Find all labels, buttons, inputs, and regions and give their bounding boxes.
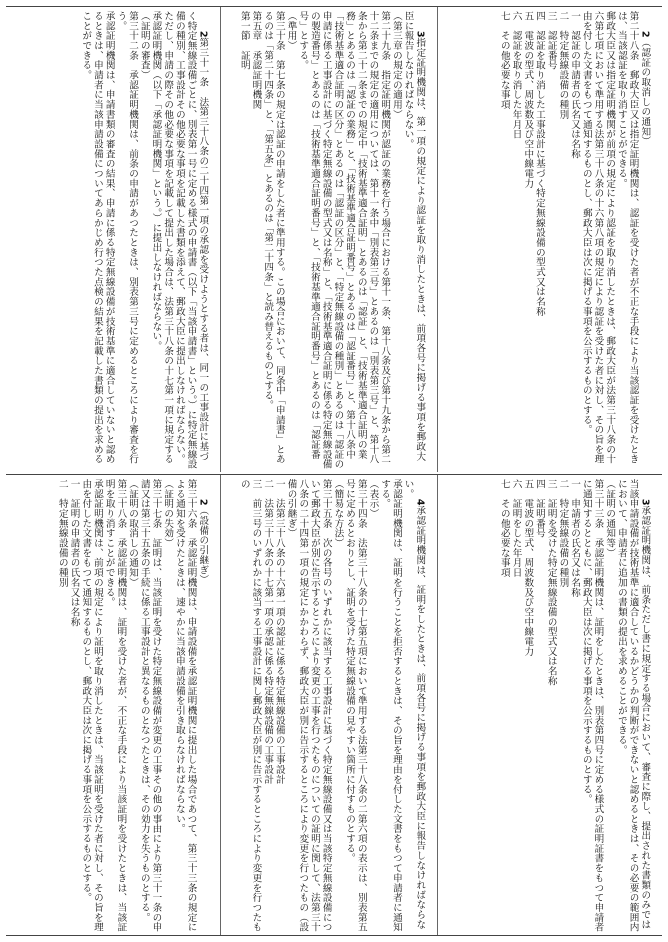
paragraph-number: 3 bbox=[639, 498, 651, 506]
paragraph-number: 2 bbox=[197, 498, 209, 506]
paragraph-number: 2 bbox=[639, 30, 651, 38]
paragraph-number: 2 bbox=[197, 30, 209, 38]
text-column bbox=[221, 7, 437, 472]
text-column bbox=[438, 7, 662, 472]
paragraph-number: 3 bbox=[414, 30, 426, 38]
paragraph-number: 4 bbox=[414, 498, 426, 506]
upper-band bbox=[6, 6, 662, 472]
column-text: （設備の引継ぎ） 第三十六条 承認証明機関は、申請設備を承認証明機関に提出した場合であつて、第三十三条の規定による通知を受けたときは、速やかに当該申請設備を引き取らなければならない。 （証明の失効） 第三十七条 証明は、当該証明を受けた特定無線設備が変更の工事その他の事由により第三十一条の申請又は第三十五条の手続に係る工事設計と異なるものとなつたときは、その効力を失うものとする。 （証明の取消しの通知） 第三十八条 承認証明機関は、証明を受けた者が、不正な手段により当該証明を受けたときは、当該証明を取り消すことができる。 承認証明機関は、前項の規定により証明を取り消したときは、当該証明を受けた者に対し、その旨を理由を付した文書をもつて通知するものとし、郵政大臣は次に掲げる事項を公示するものとする。 一 証明の申請者の氏名又は名称 二 特定無線設備の種別 bbox=[56, 479, 209, 933]
column-text: 承認証明機関は、証明をしたときは、前項各号に掲げる事項を郵政大臣に報告しなければならない。 承認証明機関は、証明を行うことを拒否するときは、その旨を理由を付した文書をもつて申請者に通知する。 （表示） 第三十四条 法第三十八条の十七第五項において準用する法第三十八条の二第六項の表示は、別表第五号に定めるとおりとし、証明を受けた特定無線設備の見やすい箇所に付すものとする。 （簡易な方法） 第三十五条 次の各号のいずれかに該当する工事設計に基づく特定無線設備又は当該特定無線設備について郵政大臣が別に告示するところにより変更の工事を行つたものについての証明に関して、法第三十八条の二十四第一項の規定にかかわらず、郵政大臣が別に告示するところにより変更を行つたもの（設備の引継ぎ） 一 法第三十八条の十六第一項の認証に係る特定無線設備の工事設計 二 法第三十八条の十七第一項の承認に係る特定無線設備の工事設計 三 前三号のいずれかに該当する工事設計に関し郵政大臣が別に告示するところにより変更を行つたもの bbox=[238, 479, 426, 933]
column-text: 第三十一条 法第三十八条の二十四第一項の承認を受けようとする者は、同一の工事設計に基づく特定無線設備ごとに、別表第一号に定める様式の申請書（以下「当該申請書」という。）に特定無線設備の種別、工事設計その他必要な事項を記載した書類を添えて、郵政大臣に提出しなければならない。ただし、申請の際その他必要な事項を記載して提出した場合は、法第三十八条の十七第一項に規定する承認証明機関（以下「承認証明機関」という。）に提出しなければならない。 （証明の審査） 第三十二条 承認証明機関は、前条の申請があつたときは、別表第三号に定めるところにより審査を行う。 承認証明機関は、申請書類の審査の結果、申請に係る特定無線設備が技術基準に適合していないと認めるときは、申請者に当該申請設備についてあらかじめ行つた点検の結果を記載した書類の提出を求めることができる。 bbox=[80, 11, 209, 470]
column-text: 指定証明機関は、第一項の規定により認証を取り消したときは、前項各号に掲げる事項を郵政大臣に報告しなければならない。 （第三章の規定の適用） 第二十九条 指定証明機関が認証の業務を行う場合における第十一条、第十八条及び第十九条から第二十二条までの規定の適用については、第十一条中「別表第三号」とあるのは「別表第三号」と、第十八条から第二十二条までの規定中「技術基準適合証明」とあるのは「認証」と、「技術基準適合証明の業務」とあるのは「認証の業務」と、「技術基準適合証明番号」とあるのは「認証番号」と、第十八条中「技術基準適合証明の区分」とあるのは「認証の区分」と、「特定無線設備の種別」とあるのは「認証の申請に係る工事設計に基づく特定無線設備の型式又は名称」と、「技術基準適合証明に係る特定無線設備の製造番号」とあるのは「技術基準適合証明番号」と、「技術基準適合証明番号」とあるのは「認証番号」とする。 （準用） 第三十条 第七条の規定は認証の申請をした者に準用する。この場合において、同条中「申請書」とあるのは「第二十四条」と、「第五条」とあるのは「第二十四条」と読み替えるものとする。 第五章 承認証明機関 第一節 証明 bbox=[238, 11, 426, 470]
column-text: 承認証明機関は、前条ただし書に規定する場合において、審査に際し、提出された書類のみでは当該申請設備が技術基準に適合しているかどうかの判断ができないと認めるときは、その必要の範囲内において、申請者に追加の書類の提出を求めることができる。 （証明の通知等） 第三十三条 承認証明機関は、証明をしたときは、別表第四号に定める様式の証明証書をもつて申請者に通知するとともに、郵政大臣は次に掲げる事項を公示するものとする。 一 申請者の氏名又は名称 二 特定無線設備の種別 三 証明を受けた特定無線設備の型式又は名称 四 証明番号 五 電波の型式、周波数及び空中線電力 六 証明をした年月日 七 その他必要な事項 bbox=[498, 479, 651, 933]
column-text: （認証の取消しの通知） 第二十八条 郵政大臣又は指定証明機関は、認証を受けた者が不正な手段により当該認証を受けたときは、当該認証を取り消すことができる。 郵政大臣又は指定証明機関が前項の規定により認証を取り消したときは、郵政大臣が法第三十八条の十六第七項において準用する法第三十八条の十六第八項の規定により認証を受けた者に対し、その旨を理由を付した文書をもつて通知するものとし、郵政大臣は次に掲げる事項を公示するものとする。 一 認証の申請者の氏名又は名称 二 特定無線設備の種別 三 認証番号 四 認証を取り消した工事設計に基づく特定無線設備の型式又は名称 五 電波の型式、周波数及び空中線電力 六 認証を取り消した年月日 七 その他必要な事項 bbox=[498, 11, 651, 465]
text-column bbox=[6, 7, 220, 472]
text-column bbox=[6, 475, 220, 935]
text-column bbox=[438, 475, 662, 935]
text-column bbox=[221, 475, 437, 935]
lower-band bbox=[6, 474, 662, 936]
